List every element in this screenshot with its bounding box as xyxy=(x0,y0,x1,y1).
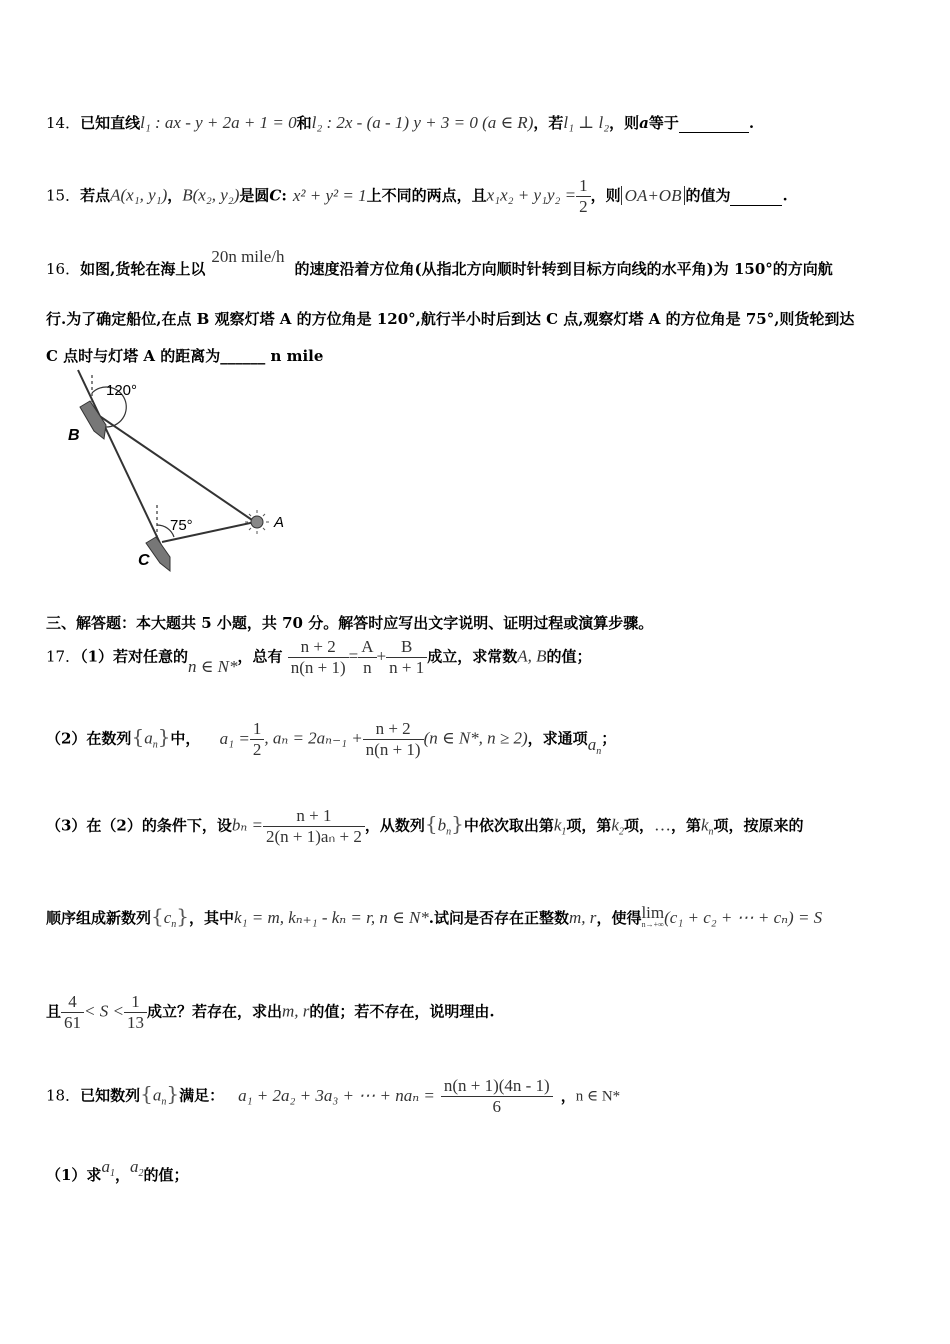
question-text: ，第 xyxy=(670,816,701,835)
sequence-c: c xyxy=(163,908,172,927)
denominator: n(n + 1) xyxy=(290,658,346,677)
question-17-part1 xyxy=(46,637,592,678)
numerator: 1 xyxy=(124,992,147,1013)
label-b: B xyxy=(68,427,80,444)
angle-label-120: 120° xyxy=(106,382,138,399)
question-text: 项， xyxy=(623,816,654,835)
fraction-bn xyxy=(263,806,365,847)
fraction-a xyxy=(358,637,376,678)
question-number: 17． xyxy=(46,647,81,666)
section-3-heading: 三、解答题：本大题共 5 小题，共 70 分。解答时应写出文字说明、证明过程或演算步骤。 xyxy=(46,614,654,632)
subscript: n xyxy=(446,826,452,838)
numerator: 1 xyxy=(576,176,591,197)
question-text: 已知数列 xyxy=(80,1086,141,1105)
question-16-line2: 行.为了确定船位,在点 B 观察灯塔 A 的方位角是 120°,航行半小时后到达 C 点,观察灯塔 A 的方位角是 75°,则货轮到达 xyxy=(46,310,855,328)
question-text: ，其中 xyxy=(189,909,235,927)
subscript: n xyxy=(596,745,602,757)
sequence-b: b xyxy=(437,815,447,835)
set-condition: n ∈ N* xyxy=(575,1088,621,1105)
question-text: ，若 xyxy=(533,114,564,132)
limit-operator xyxy=(641,903,665,931)
question-text: （3）在（2）的条件下，设 xyxy=(46,816,232,835)
inequality: < S < xyxy=(84,1001,124,1021)
question-18-part1 xyxy=(46,1157,189,1187)
question-text: （1）求 xyxy=(46,1166,102,1184)
question-text: 满足： xyxy=(179,1086,225,1105)
question-text: ，总有 xyxy=(237,647,283,666)
question-16 xyxy=(46,247,833,279)
limit-expression: (c₁ + c₂ + ⋯ + cₙ) = S xyxy=(664,908,823,927)
question-17-part2: （2）在数列$\{a_n\}$中， a₁ = $\frac{1}{2}$ , aₙ = 2aₙ₋₁ + $\frac{n + 2}{n(n + 1)}$ (n ∈ N*, n ≥ 2)，求通项$a_n$； xyxy=(46,719,617,759)
fraction-half xyxy=(576,176,591,217)
sequence-b-def: bₙ = xyxy=(231,815,264,835)
sum-expression: a₁ + 2a₂ + 3a₃ + ⋯ + naₙ = xyxy=(238,1085,435,1105)
equals-sign: = xyxy=(348,646,359,666)
comma: ， xyxy=(114,1166,130,1184)
period: . xyxy=(782,186,788,205)
term-a2: a xyxy=(129,1157,139,1176)
numerator: n + 1 xyxy=(263,806,365,827)
label-c: C xyxy=(138,552,150,569)
question-text: ，使得 xyxy=(596,909,642,927)
denominator: 61 xyxy=(64,1013,82,1032)
numerator: B xyxy=(386,637,427,658)
numerator: n + 2 xyxy=(363,719,424,740)
question-text: 上不同的两点，且 xyxy=(366,186,487,205)
question-text: 成立？若存在，求出 xyxy=(146,1002,282,1021)
numerator: A xyxy=(358,637,376,658)
point-a: A(x₁, y₁) xyxy=(110,185,168,205)
formula-perp: l₁ ⊥ l₂ xyxy=(563,113,610,132)
denominator: 13 xyxy=(126,1013,144,1032)
integers-mr: m, r xyxy=(281,1001,310,1021)
question-17-part3: （3）在（2）的条件下，设bₙ = $\frac{n + 1}{\text{2(n + 1)aₙ + 2}}$ ，从数列$\{b_n\}$中依次取出第$k_1$项，第$k_2$项，…，第$k_n$项，按原来的 xyxy=(46,806,804,846)
question-14 xyxy=(46,112,754,133)
question-text: 的值； xyxy=(546,647,592,666)
denominator: 2 xyxy=(252,740,262,759)
fraction-recurrence xyxy=(363,719,424,760)
question-text: 顺序组成新数列 xyxy=(46,909,152,927)
limit-subscript: n→+∞ xyxy=(641,920,664,929)
question-17-inequality xyxy=(46,992,495,1033)
limit-symbol: lim xyxy=(641,903,665,922)
question-text: 已知直线 xyxy=(80,114,141,132)
recurrence-condition: (n ∈ N*, n ≥ 2) xyxy=(423,728,528,748)
fraction-lower-bound xyxy=(61,992,84,1033)
initial-term: a₁ = xyxy=(219,728,250,748)
ship-c-icon xyxy=(146,537,170,571)
label-a: A xyxy=(274,514,285,531)
index-condition: k₁ = m, kₙ₊₁ - kₙ = r, n ∈ N* xyxy=(234,908,429,927)
denominator: n + 1 xyxy=(389,658,425,677)
question-text: 中依次取出第 xyxy=(463,816,554,835)
colon: : xyxy=(281,186,287,205)
denominator: 2(n + 1)aₙ + 2 xyxy=(266,827,362,846)
question-text: 和 xyxy=(296,114,312,132)
point-b: B(x₂, y₂) xyxy=(182,185,240,205)
general-term: a xyxy=(587,734,597,754)
subscript: n xyxy=(161,1096,167,1108)
question-text: ，则 xyxy=(609,114,640,132)
numerator: 4 xyxy=(61,992,84,1013)
question-text: .试问是否存在正整数 xyxy=(428,909,570,927)
question-text: 是圆 xyxy=(239,186,270,205)
sequence-a: a xyxy=(144,728,153,748)
question-text: 等于 xyxy=(648,114,679,132)
question-text: ，求通项 xyxy=(527,729,588,748)
subscript: 1 xyxy=(109,1168,115,1179)
circle-equation: x² + y² = 1 xyxy=(292,185,367,205)
set-condition: n ∈ N* xyxy=(188,656,238,676)
question-number: 18． xyxy=(46,1086,81,1105)
integers-mr: m, r xyxy=(569,908,597,927)
index-k2: k xyxy=(611,815,619,835)
question-text: 且 xyxy=(46,1002,62,1021)
question-text: C 点时与灯塔 A 的距离为 xyxy=(46,347,221,365)
fraction-lhs xyxy=(288,637,349,678)
question-text: （2）在数列 xyxy=(46,729,132,748)
question-text: 的速度沿着方位角(从指北方向顺时针转到目标方向线的水平角)为 150°的方向航 xyxy=(294,260,833,278)
question-text: 的值；若不存在，说明理由. xyxy=(309,1002,495,1021)
question-18: 18．已知数列$\{a_n\}$满足： a₁ + 2a₂ + 3a₃ + ⋯ + naₙ = $\frac{n(n + 1)(4n - 1)}{6}$ ，n ∈ N* xyxy=(46,1076,621,1116)
subscript: n xyxy=(152,739,158,751)
denominator: n(n + 1) xyxy=(365,740,421,759)
subscript: n xyxy=(708,826,714,838)
question-text: （1）若对任意的 xyxy=(80,647,189,666)
navigation-figure xyxy=(50,365,310,575)
vector-sum-abs: OA+OB xyxy=(621,186,686,205)
denominator: 2 xyxy=(579,197,588,216)
question-text: ； xyxy=(601,729,617,748)
subscript: n xyxy=(171,919,177,930)
index-k1: k xyxy=(553,815,562,835)
question-17-part3-cont: 顺序组成新数列$\{c_n\}$，其中k₁ = m, kₙ₊₁ - kₙ = r, n ∈ N*.试问是否存在正整数m, r，使得 lim n→+∞ (c₁ + c₂ + ⋯ + cₙ) = S xyxy=(46,903,823,930)
fraction-b xyxy=(386,637,427,678)
constants-ab: A, B xyxy=(517,646,547,666)
subscript: 1 xyxy=(561,826,567,838)
question-text: 如图,货轮在海上以 xyxy=(80,260,206,278)
question-text: ，从数列 xyxy=(364,816,425,835)
fraction-half xyxy=(250,719,265,760)
question-text: 项，按原来的 xyxy=(713,816,804,835)
question-15 xyxy=(46,176,788,217)
numerator: n + 2 xyxy=(288,637,349,658)
question-number: 16． xyxy=(46,260,81,278)
denominator: 6 xyxy=(492,1097,502,1116)
term-a1: a xyxy=(101,1157,110,1176)
question-text: 项，第 xyxy=(566,816,612,835)
question-number: 14． xyxy=(46,114,81,132)
dot-product-condition: x₁x₂ + y₁y₂ = xyxy=(486,185,577,205)
ellipsis: … xyxy=(653,815,671,835)
question-text: 成立，求常数 xyxy=(427,647,518,666)
formula-line2: l₂ : 2x - (a - 1) y + 3 = 0 (a ∈ R) xyxy=(311,113,534,132)
denominator: n xyxy=(363,658,372,677)
numerator: 1 xyxy=(250,719,265,740)
answer-blank[interactable] xyxy=(730,187,782,206)
comma: ， xyxy=(167,186,183,205)
answer-blank[interactable]: ______ xyxy=(220,347,266,365)
lighthouse-icon xyxy=(251,516,263,528)
unit: n mile xyxy=(265,347,324,365)
speed-value: 20n mile/h xyxy=(211,247,285,266)
period: . xyxy=(748,114,755,132)
question-text: 的值为 xyxy=(685,186,731,205)
question-number: 15． xyxy=(46,186,81,205)
plus-sign: + xyxy=(376,646,387,666)
numerator: n(n + 1)(4n - 1) xyxy=(441,1076,553,1097)
formula-line1: l₁ : ax - y + 2a + 1 = 0 xyxy=(140,113,297,132)
question-text: 的值； xyxy=(143,1166,189,1184)
question-16-line3 xyxy=(46,345,323,366)
ship-b-icon xyxy=(80,401,106,439)
subscript: 2 xyxy=(618,826,624,838)
index-kn: k xyxy=(700,815,709,835)
angle-label-75: 75° xyxy=(170,517,193,534)
answer-blank[interactable] xyxy=(679,114,749,133)
fraction-upper-bound xyxy=(124,992,147,1033)
recurrence: , aₙ = 2aₙ₋₁ + xyxy=(264,728,363,748)
variable-a: a xyxy=(639,114,649,132)
sequence-a: a xyxy=(152,1085,162,1105)
question-text: ，则 xyxy=(590,186,621,205)
subscript: 2 xyxy=(138,1168,144,1179)
sightline-ba xyxy=(98,415,255,522)
fraction-sum xyxy=(441,1076,553,1117)
question-text: 中， xyxy=(170,729,201,748)
comma: ， xyxy=(560,1086,576,1105)
circle-c: C xyxy=(269,186,282,205)
question-text: 若点 xyxy=(80,186,111,205)
